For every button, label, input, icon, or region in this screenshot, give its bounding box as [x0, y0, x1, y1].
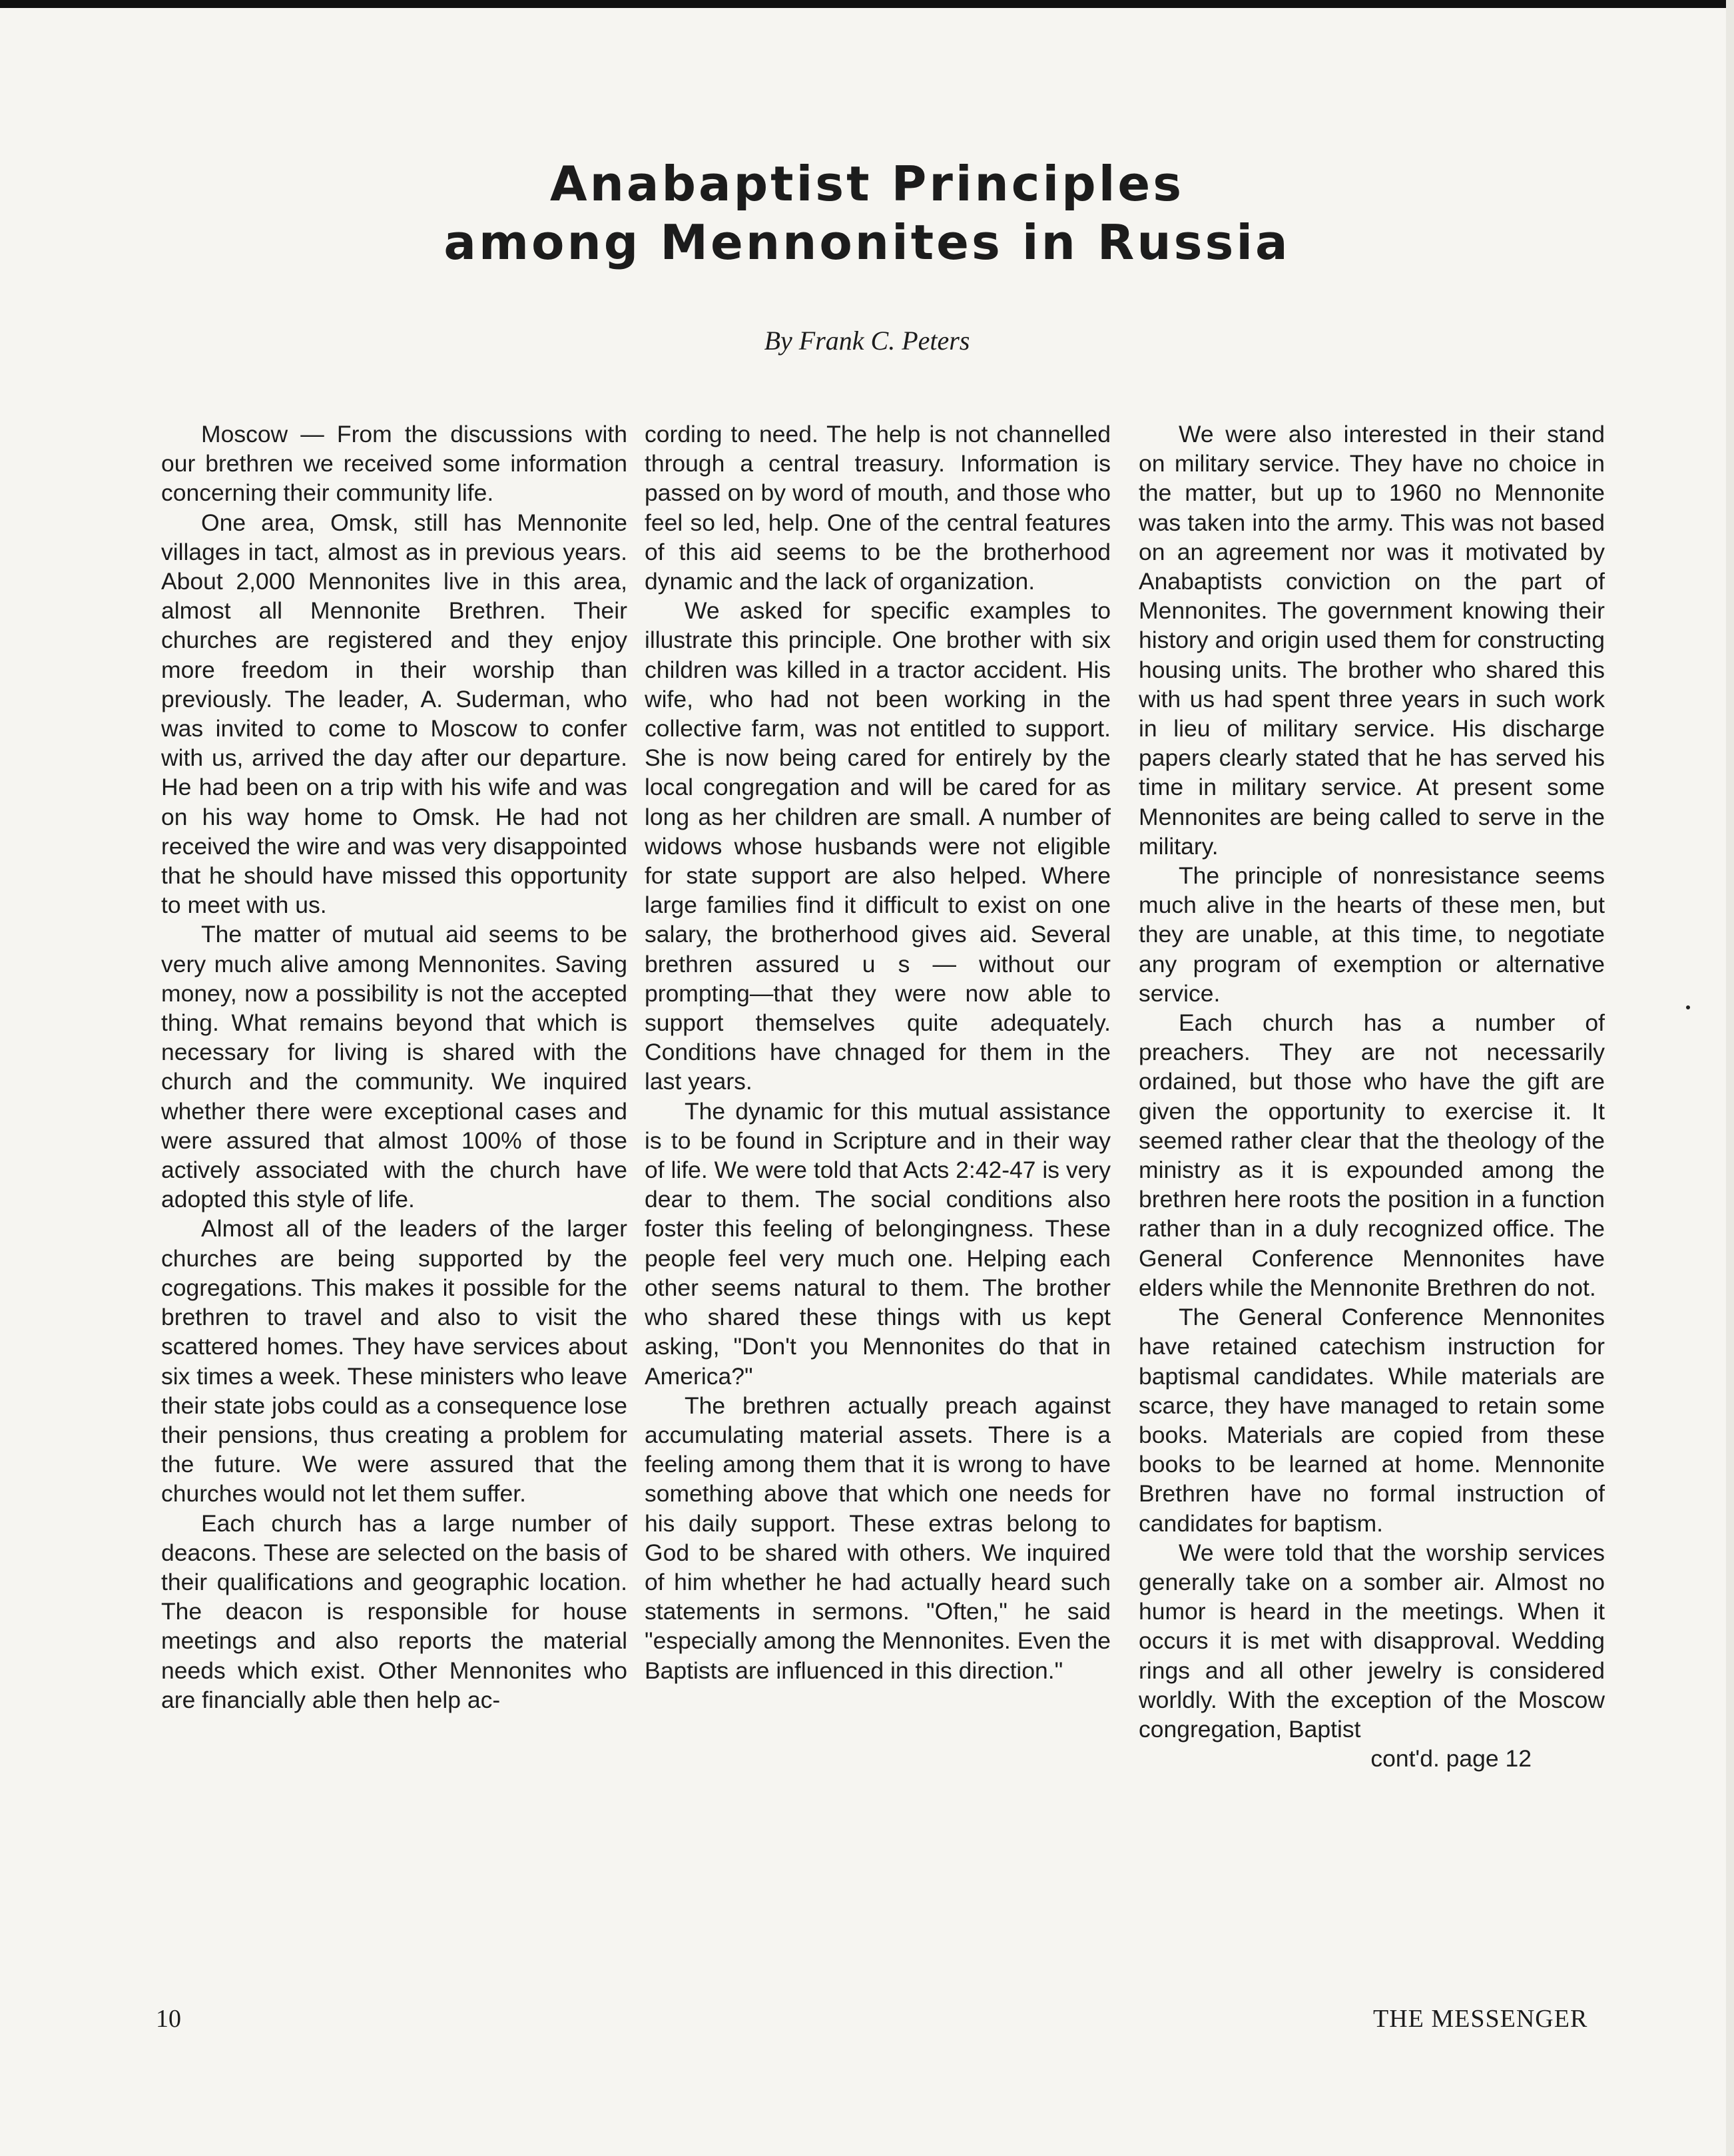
paragraph: Almost all of the leaders of the larger churches are being supported by the cogregations. This makes it possible for the brethren to travel and also to visit the scattered homes. They have services about six times a week. These ministers who leave their state jobs could as a consequence lose their pensions, thus creating a problem for the future. We were assured that the churches would not let them suffer.: [161, 1215, 627, 1507]
magazine-name: THE MESSENGER: [1373, 2005, 1588, 2033]
text-column-2: [645, 419, 1111, 1978]
page-number: 10: [156, 2005, 181, 2033]
paragraph: We were told that the worship services generally take on a somber air. Almost no humor is heard in the meetings. When it occurs it is met with disapproval. Wedding rings and all other jewelry is considered worldly. With the exception of the Moscow congregation, Baptist: [1139, 1539, 1605, 1743]
scan-right-edge: [1726, 0, 1734, 2156]
paragraph: Moscow — From the discussions with our brethren we received some information concerning their community life.: [161, 421, 627, 507]
paragraph: The brethren actually preach against accumulating material assets. There is a feeling among them that it is wrong to have something above that which one needs for his daily support. These extras belong to God to be shared with others. We inquired of him whether he had actually heard such statements in sermons. "Often," he said "especially among the Mennonites. Even the Baptists are influenced in this direction.": [645, 1392, 1111, 1684]
continued-note: cont'd. page 12: [1370, 1745, 1532, 1772]
paragraph: The principle of nonresistance seems much alive in the hearts of these men, but they are unable, at this time, to negotiate any program of exemption or alternative service.: [1139, 862, 1605, 1007]
article-title-line-2: among Mennonites in Russia: [443, 214, 1291, 270]
scan-top-border: [0, 0, 1734, 8]
scan-speck: [1686, 1005, 1690, 1009]
article-title-line-1: Anabaptist Principles: [549, 156, 1185, 212]
text-column-3: [1139, 419, 1605, 1978]
paragraph: Each church has a number of preachers. They are not necessarily ordained, but those who have the gift are given the opportunity to exercise it. It seemed rather clear that the theology of the ministry as it is expounded among the brethren here roots the position in a function rather than in a duly recognized office. The General Conference Mennonites have elders while the Mennonite Brethren do not.: [1139, 1009, 1605, 1301]
paragraph: The matter of mutual aid seems to be very much alive among Mennonites. Saving money, now a possibility is not the accepted thing. What remains beyond that which is necessary for living is shared with the church and the community. We inquired whether there were exceptional cases and were assured that almost 100% of those actively associated with the church have adopted this style of life.: [161, 921, 627, 1213]
paragraph: One area, Omsk, still has Mennonite villages in tact, almost as in previous years. About 2,000 Mennonites live in this area, almost all Mennonite Brethren. Their churches are registered and they enjoy more freedom in their worship than previously. The leader, A. Suderman, who was invited to come to Moscow to confer with us, arrived the day after our departure. He had been on a trip with his wife and was on his way home to Omsk. He had not received the wire and was very disappointed that he should have missed this opportunity to meet with us.: [161, 509, 627, 919]
paragraph: The dynamic for this mutual assistance is to be found in Scripture and in their way of life. We were told that Acts 2:42-47 is very dear to them. The social conditions also foster this feeling of belongingness. These people feel very much one. Helping each other seems natural to them. The brother who shared these things with us kept asking, "Don't you Mennonites do that in America?": [645, 1097, 1111, 1390]
paragraph: The General Conference Mennonites have retained catechism instruction for baptismal candidates. While materials are scarce, they have managed to retain some books. Materials are copied from these books to be learned at home. Mennonite Brethren have no formal instruction of candidates for baptism.: [1139, 1304, 1605, 1537]
paragraph: Each church has a large number of deacons. These are selected on the basis of their qualifications and geographic location. The deacon is responsible for house meetings and also reports the material needs which exist. Other Mennonites who are financially able then help ac-: [161, 1509, 627, 1713]
paragraph: We were also interested in their stand on military service. They have no choice in the matter, but up to 1960 no Mennonite was taken into the army. This was not based on an agreement nor was it motivated by Anabaptists conviction on the part of Mennonites. The government knowing their history and origin used them for constructing housing units. The brother who shared this with us had spent three years in such work in lieu of military service. His discharge papers clearly stated that he has served his time in military service. At present some Mennonites are being called to serve in the military.: [1139, 421, 1605, 860]
article-byline: By Frank C. Peters: [764, 326, 970, 356]
paragraph: We asked for specific examples to illustrate this principle. One brother with six children was killed in a tractor accident. His wife, who had not been working in the collective farm, was not entitled to support. She is now being cared for entirely by the local congregation and will be cared for as long as her children are small. A number of widows whose husbands were not eligible for state support are also helped. Where large families find it difficult to exist on one salary, the brotherhood gives aid. Several brethren assured u s — without our prompting—that they were now able to support themselves quite adequately. Conditions have chnaged for them in the last years.: [645, 597, 1111, 1095]
text-column-1: [161, 419, 627, 1978]
paragraph: cording to need. The help is not channelled through a central treasury. Information is passed on by word of mouth, and those who feel so led, help. One of the central features of this aid seems to be the brotherhood dynamic and the lack of organization.: [645, 421, 1111, 595]
